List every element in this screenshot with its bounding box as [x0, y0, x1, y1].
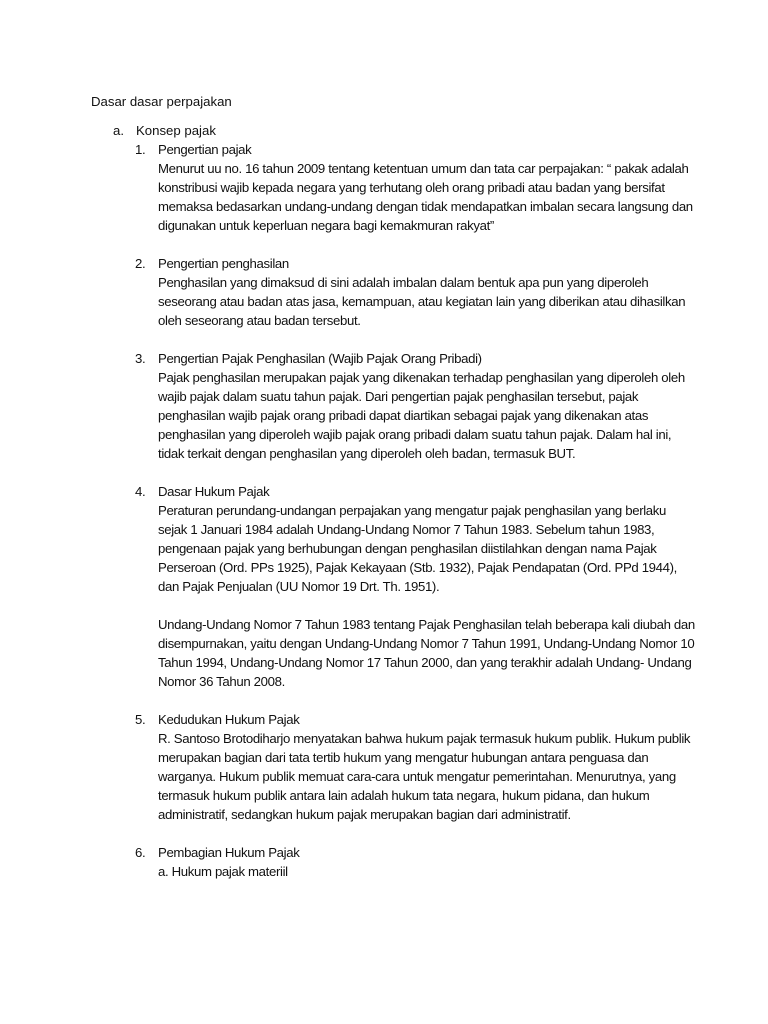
item-number: 3. [135, 351, 146, 366]
item-number: 4. [135, 484, 146, 499]
document-title: Dasar dasar perpajakan [91, 94, 232, 109]
section-a-label: Konsep pajak [136, 123, 216, 138]
item-paragraph: Pajak penghasilan merupakan pajak yang dikenakan terhadap penghasilan yang diperoleh oleh wajib pajak dalam suatu tahun pajak. Dari pengertian pajak penghasilan tersebut, pajak penghasilan wajib pajak orang pribadi dapat diartikan sebagai pajak yang dikenakan atas penghasilan yang diperoleh wajib pajak orang pribadi dalam suatu tahun pajak. Dalam hal ini, tidak terkait dengan penghasilan yang diperoleh oleh badan, termasuk BUT. [158, 370, 685, 461]
section-a [113, 121, 216, 140]
item-paragraph: R. Santoso Brotodiharjo menyatakan bahwa hukum pajak termasuk hukum publik. Hukum publik merupakan bagian dari tata tertib hukum yang mengatur hubungan antara penguasa dan warganya. Hukum publik memuat cara-cara untuk mengatur pemerintahan. Menurutnya, yang termasuk hukum publik antara lain adalah hukum tata negara, hukum pidana, dan hukum administratif, sedangkan hukum pajak merupakan bagian dari administratif. [158, 731, 691, 822]
item-heading: Pengertian penghasilan [158, 256, 289, 271]
item-paragraph: Penghasilan yang dimaksud di sini adalah imbalan dalam bentuk apa pun yang diperoleh seseorang atau badan atas jasa, kemampuan, atau kegiatan lain yang diberikan atau dihasilkan oleh seseorang atau badan tersebut. [158, 275, 686, 328]
item-heading: Kedudukan Hukum Pajak [158, 712, 300, 727]
item-list [135, 140, 695, 900]
list-item-6 [135, 843, 695, 881]
item-number: 2. [135, 256, 146, 271]
item-heading: Pengertian pajak [158, 142, 252, 157]
item-number: 5. [135, 712, 146, 727]
item-heading: Dasar Hukum Pajak [158, 484, 270, 499]
section-a-marker: a. [113, 123, 124, 138]
list-item-2 [135, 254, 695, 330]
list-item-5 [135, 710, 695, 824]
item-paragraph: Menurut uu no. 16 tahun 2009 tentang ketentuan umum dan tata car perpajakan: “ pakak adalah konstribusi wajib kepada negara yang terhutang oleh orang pribadi atau badan yang bersifat memaksa bedasarkan undang-undang dengan tidak mendapatkan imbalan secara langsung dan digunakan untuk keperluan negara bagi kemakmuran rakyat” [158, 161, 693, 233]
sub-item: a. Hukum pajak materiil [158, 864, 288, 879]
item-paragraph: Peraturan perundang-undangan perpajakan yang mengatur pajak penghasilan yang berlaku sejak 1 Januari 1984 adalah Undang-Undang Nomor 7 Tahun 1983. Sebelum tahun 1983, pengenaan pajak yang berhubungan dengan penghasilan diistilahkan dengan nama Pajak Perseroan (Ord. PPs 1925), Pajak Kekayaan (Stb. 1932), Pajak Pendapatan (Ord. PPd 1944), dan Pajak Penjualan (UU Nomor 19 Drt. Th. 1951). [158, 503, 677, 594]
item-number: 1. [135, 142, 146, 157]
list-item-3 [135, 349, 695, 463]
list-item-4 [135, 482, 695, 691]
item-paragraph: Undang-Undang Nomor 7 Tahun 1983 tentang Pajak Penghasilan telah beberapa kali diubah dan disempurnakan, yaitu dengan Undang-Undang Nomor 7 Tahun 1991, Undang-Undang Nomor 10 Tahun 1994, Undang-Undang Nomor 17 Tahun 2000, dan yang terakhir adalah Undang- Undang Nomor 36 Tahun 2008. [158, 617, 695, 689]
item-heading: Pembagian Hukum Pajak [158, 845, 300, 860]
list-item-1 [135, 140, 695, 235]
item-number: 6. [135, 845, 146, 860]
item-heading: Pengertian Pajak Penghasilan (Wajib Pajak Orang Pribadi) [158, 351, 482, 366]
